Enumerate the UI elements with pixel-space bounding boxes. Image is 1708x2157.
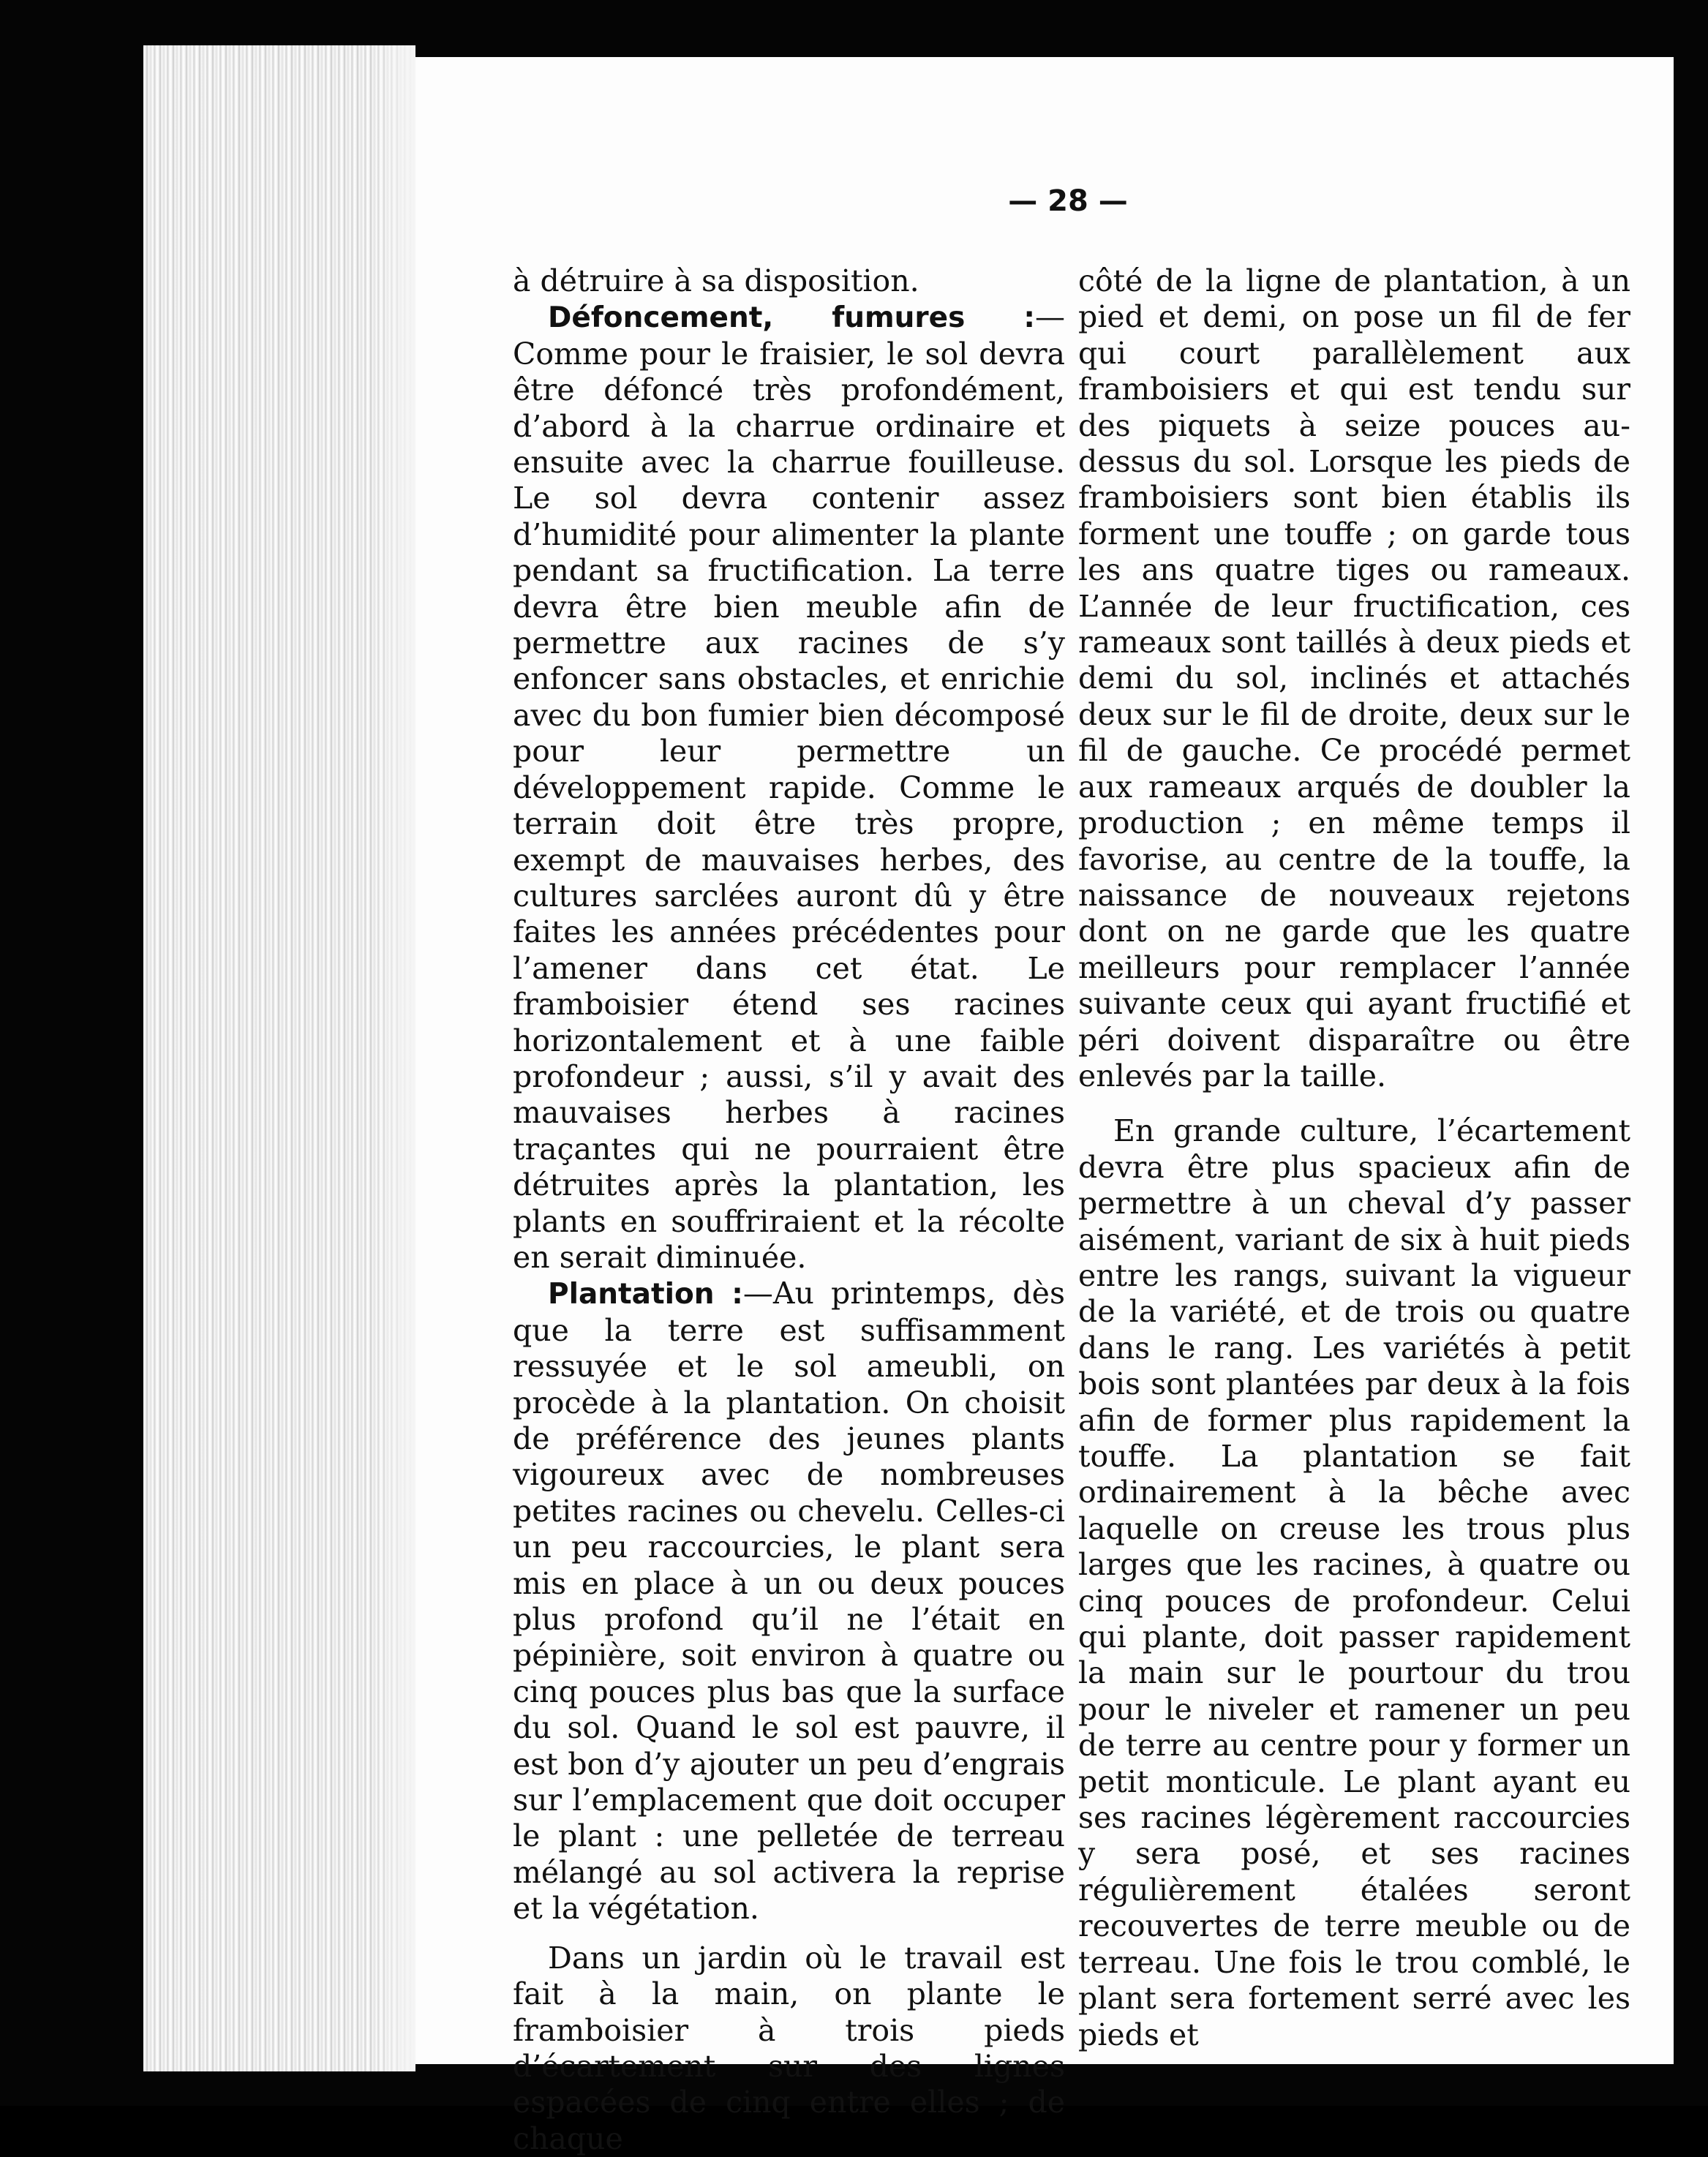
paragraph-plantation [513, 1276, 1065, 1927]
paragraph-plantation-text: —Au printemps, dès que la terre est suffisamment ressuyée et le sol ameubli, on procède à la plantation. On choisit de préférence des jeunes plants vigoureux avec de nombreuses petites racines ou chevelu. Celles-ci un peu raccourcies, le plant sera mis en place à un ou deux pouces plus profond qu’il ne l’était en pépinière, soit environ à quatre ou cinq pouces plus bas que la surface du sol. Quand le sol est pauvre, il est bon d’y ajouter un peu d’engrais sur l’emplacement que doit occuper le plant : une pelletée de terreau mélangé au sol activera la reprise et la végétation. [513, 1276, 1065, 1927]
page-number: — 28 — [1008, 184, 1128, 218]
section-heading-defoncement: Défoncement, fumures : [548, 301, 1035, 335]
section-heading-plantation: Plantation : [548, 1278, 743, 1311]
paragraph-defoncement [513, 299, 1065, 1276]
paragraph-defoncement-text: —Comme pour le fraisier, le sol devra être défoncé très profondément, d’abord à la charrue ordinaire et ensuite avec la charrue fouilleuse. Le sol devra contenir assez d’humidité pour alimenter la plante pendant sa fructification. La terre devra être bien meuble afin de permettre aux racines de s’y enfoncer sans obstacles, et enrichie avec du bon fumier bien décomposé pour leur permettre un développement rapide. Comme le terrain doit être très propre, exempt de mauvaises herbes, des cultures sarclées auront dû y être faites les années précédentes pour l’amener dans cet état. Le framboisier étend ses racines horizontalement et à une faible profondeur ; aussi, s’il y avait des mauvaises herbes à racines traçantes qui ne pourraient être détruites après la plantation, les plants en souffriraient et la récolte en serait diminuée. [513, 299, 1065, 1275]
paragraph-fil-de-fer: côté de la ligne de plantation, à un pied et demi, on pose un fil de fer qui court parallèlement aux framboisiers et qui est tendu sur des piquets à seize pouces au-dessus du sol. Lorsque les pieds de framboisiers sont bien établis ils forment une touffe ; on garde tous les ans quatre tiges ou rameaux. L’année de leur fructification, ces rameaux sont taillés à deux pieds et demi du sol, inclinés et attachés deux sur le fil de droite, deux sur le fil de gauche. Ce procédé permet aux rameaux arqués de doubler la production ; en même temps il favorise, au centre de la touffe, la naissance de nouveaux rejetons dont on ne garde que les quatre meilleurs pour remplacer l’année suivante ceux qui ayant fructifié et péri doivent disparaître ou être enlevés par la taille. [1078, 263, 1630, 1093]
paragraph-jardin: Dans un jardin où le travail est fait à la main, on plante le framboisier à trois pieds d’écartement sur des lignes espacées de cinq entre elles ; de chaque [513, 1940, 1065, 2156]
stacked-page-edges [143, 45, 415, 2071]
left-column [513, 263, 1065, 2157]
right-column [1078, 263, 1630, 2053]
paragraph-grande-culture: En grande culture, l’écartement devra être plus spacieux afin de permettre à un cheval d’y passer aisément, variant de six à huit pieds entre les rangs, suivant la vigueur de la variété, et de trois ou quatre dans le rang. Les variétés à petit bois sont plantées par deux à la fois afin de former plus rapidement la touffe. La plantation se fait ordinairement à la bêche avec laquelle on creuse les trous plus larges que les racines, à quatre ou cinq pouces de profondeur. Celui qui plante, doit passer rapidement la main sur le pourtour du trou pour le niveler et ramener un peu de terre au centre pour y former un petit monticule. Le plant ayant eu ses racines légèrement raccourcies y sera posé, et ses racines régulièrement étalées seront recouvertes de terre meuble ou de terreau. Une fois le trou comblé, le plant sera fortement serré avec les pieds et [1078, 1113, 1630, 2052]
paragraph-continuation: à détruire à sa disposition. [513, 263, 919, 298]
